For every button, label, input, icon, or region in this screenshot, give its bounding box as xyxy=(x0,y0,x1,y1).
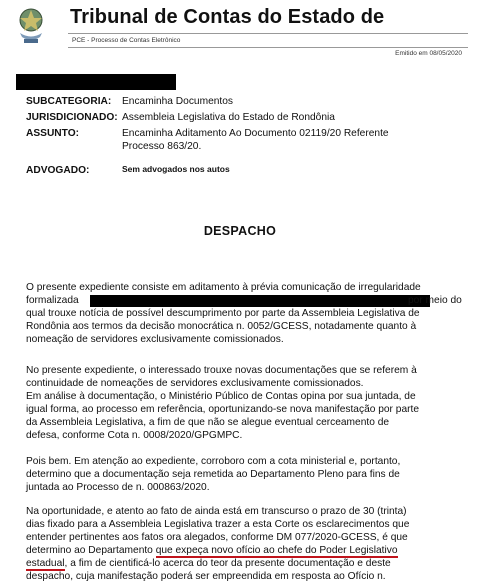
text-line: Na oportunidade, e atento ao fato de ainda está em transcurso o prazo de 30 (trinta) xyxy=(26,506,407,517)
text-line xyxy=(26,294,466,307)
section-heading: DESPACHO xyxy=(203,224,277,238)
text-line: O presente expediente consiste em aditamento à prévia comunicação de irregularidade xyxy=(26,282,421,293)
text-line xyxy=(26,544,466,557)
header-bar xyxy=(68,33,468,57)
text-line: qual trouxe notícia de possível descumprimento por parte da Assembleia Legislativa de xyxy=(26,308,420,319)
paragraph-2 xyxy=(26,364,466,442)
text-line: determino que a documentação seja remetida ao Departamento Pleno para fins de xyxy=(26,469,400,480)
text-line: continuidade de nomeações de servidores exclusivamente comissionados. xyxy=(26,378,364,389)
assunto-value xyxy=(122,127,452,153)
text-line: dias fixado para a Assembleia Legislativa trazer a esta Corte os esclarecimentos que xyxy=(26,519,410,530)
jurisdicionado-value: Assembleia Legislativa do Estado de Rondônia xyxy=(122,112,335,123)
text-line xyxy=(26,557,466,570)
text-fragment: formalizada xyxy=(26,295,79,306)
redaction-bar xyxy=(16,74,176,90)
assunto-line: Processo 863/20. xyxy=(122,141,202,152)
paragraph-4 xyxy=(26,505,466,583)
paragraph-1 xyxy=(26,281,466,346)
text-line: defesa, conforme Cota n. 0008/2020/GPGMPC. xyxy=(26,430,243,441)
highlighted-text: que expeça novo ofício ao chefe do Poder Legislativo xyxy=(155,545,398,556)
text-fragment: , cuja manifestação poderá ser empreendida em resposta ao Ofício n. xyxy=(70,571,386,582)
page-title: Tribunal de Contas do Estado de xyxy=(70,6,385,28)
advogado-label: ADVOGADO: xyxy=(26,165,90,176)
system-name: PCE - Processo de Contas Eletrônico xyxy=(72,37,181,44)
text-line: entender pertinentes aos fatos ora alegados, conforme DM 077/2020-GCESS, é que xyxy=(26,532,408,543)
text-fragment: por meio do xyxy=(408,295,462,306)
jurisdicionado-label: JURISDICIONADO: xyxy=(26,112,118,123)
text-line: nomeação de servidores exclusivamente comissionados. xyxy=(26,334,284,345)
subcategoria-label: SUBCATEGORIA: xyxy=(26,96,112,107)
text-line: Em análise à documentação, o Ministério Público de Contas opina por sua juntada, de xyxy=(26,391,416,402)
advogado-value: Sem advogados nos autos xyxy=(122,164,230,174)
highlighted-text: estadual xyxy=(26,558,65,569)
text-line: da Assembleia Legislativa, a fim de que não se alegue eventual cerceamento de xyxy=(26,417,390,428)
assunto-line: Encaminha Aditamento Ao Documento 02119/20 Referente xyxy=(122,128,389,139)
text-line xyxy=(26,570,466,583)
emission-date: Emitido em 08/05/2020 xyxy=(395,50,462,57)
text-line: igual forma, ao processo em referência, oportunizando-se nova manifestação por parte xyxy=(26,404,420,415)
text-line: Pois bem. Em atenção ao expediente, corroboro com a cota ministerial e, portanto, xyxy=(26,456,401,467)
coat-of-arms-icon xyxy=(14,6,48,46)
text-line: Rondônia aos termos da decisão monocrática n. 0052/GCESS, notadamente quanto à xyxy=(26,321,417,332)
text-line: No presente expediente, o interessado trouxe novas documentações que se referem à xyxy=(26,365,417,376)
text-line: juntada ao Processo de n. 000863/2020. xyxy=(26,482,210,493)
redaction-bar xyxy=(90,295,430,307)
paragraph-3 xyxy=(26,455,466,494)
subcategoria-value: Encaminha Documentos xyxy=(122,96,233,107)
assunto-label: ASSUNTO: xyxy=(26,128,80,139)
text-fragment: despacho xyxy=(26,571,71,582)
text-fragment: determino ao Departamento xyxy=(26,545,156,556)
text-fragment: , a fim de cientificá-lo acerca do teor da presente documentação e deste xyxy=(64,558,391,569)
